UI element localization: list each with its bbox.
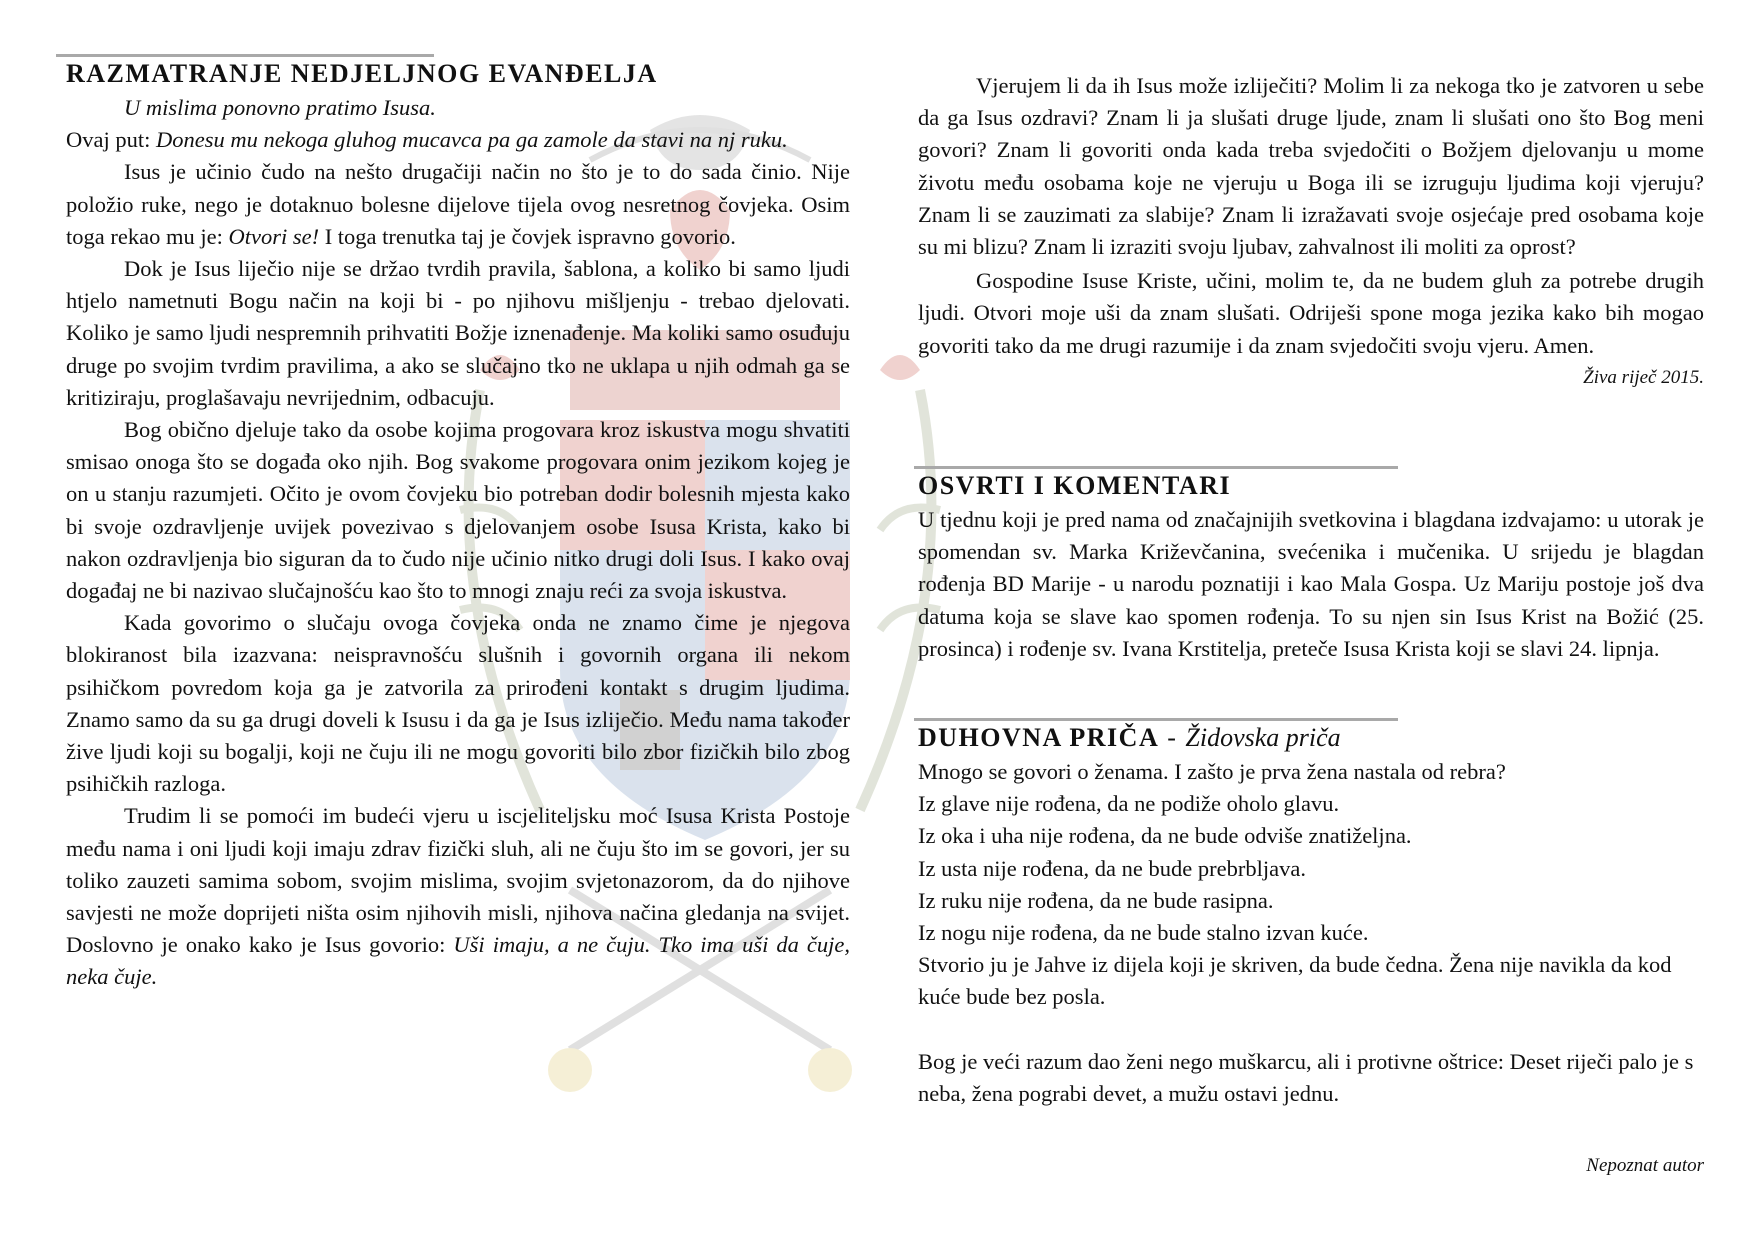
paragraph-2: Dok je Isus liječio nije se držao tvrdih pravila, šablona, a koliko bi samo ljudi htjelo nametnuti Bogu način na koji bi - po njihovu mišljenju - trebao djelovati. Koliko je samo ljudi nespremnih prihvatiti Božje iznenađenje. Ma koliki samo osuđuju druge po svojim tvrdim pravilima, a ako se slučajno tko ne uklapa u njih odmah ga se kritiziraju, proglašavaju nevrijednim, odbacuju. xyxy=(66,256,850,410)
paragraph-1-italic: Otvori se! xyxy=(228,223,320,249)
intro-line: U mislima ponovno pratimo Isusa. xyxy=(124,95,436,120)
section-rule xyxy=(56,54,434,57)
story-line: Iz usta nije rođena, da ne bude prebrbljava. xyxy=(918,855,1306,881)
story-line: Iz ruku nije rođena, da ne bude rasipna. xyxy=(918,887,1274,913)
left-column xyxy=(66,58,850,994)
section-rule xyxy=(914,466,1398,469)
paragraph-1 xyxy=(66,156,850,253)
story-line: Stvorio ju je Jahve iz dijela koji je skriven, da bude čedna. Žena nije navikla da kod kuće bude bez posla. xyxy=(918,952,1672,1010)
quote-prefix: Ovaj put: xyxy=(66,127,156,153)
story-line: Mnogo se govori o ženama. I zašto je prva žena nastala od rebra? xyxy=(918,759,1506,784)
story-ending: Bog je veći razum dao ženi nego muškarcu, ali i protivne oštrice: Deset riječi palo je s neba, žena pograbi devet, a mužu ostavi jednu. xyxy=(918,1048,1694,1106)
right-paragraph-1: Vjerujem li da ih Isus može izliječiti? Molim li za nekoga tko je zatvoren u sebe da ga Isus ozdravi? Znam li ja slušati druge ljude, znam li slušati ono što Bog meni govori? Znam li govoriti onda kada treba svjedočiti o Božjem djelovanju u mome životu među osobama koje ne vjeruju u Boga ili se izruguju ljudima koji vjeruju? Znam li se zauzimati za slabije? Znam li izražavati svoje osjećaje pred osobama koje su mi blizu? Znam li izraziti svoju ljubav, zahvalnost ili moliti za oprost? xyxy=(918,73,1704,260)
right-paragraph-2: Gospodine Isuse Kriste, učini, molim te, da ne budem gluh za potrebe drugih ljudi. Otvori moje uši da znam slušati. Odriješi spone moga jezika kako bih mogao govoriti tako da me drugi razumije i da znam svjedočiti svoju vjeru. Amen. xyxy=(918,268,1704,358)
story-spacer xyxy=(918,1014,1704,1046)
right-column xyxy=(918,70,1704,392)
story-line: Iz glave nije rođena, da ne podiže oholo glavu. xyxy=(918,791,1340,817)
paragraph-5 xyxy=(66,800,850,993)
story-line: Iz nogu nije rođena, da ne bude stalno izvan kuće. xyxy=(918,920,1369,946)
story-lines xyxy=(918,756,1704,1014)
paragraph-4: Kada govorimo o slučaju ovoga čovjeka onda ne znamo čime je njegova blokiranost bila izazvana: neispravnošću slušnih i govornih organa ili nekom psihičkom povredom koja ga je zatvorila za prirođeni kontakt s drugim ljudima. Znamo samo da su ga drugi doveli k Isusu i da ga je Isus izliječio. Među nama također žive ljudi koji su bogalji, koji ne čuju ili ne mogu govoriti bilo zbor fizičkih bilo zbog psihičkih razloga. xyxy=(66,610,850,797)
source-citation: Živa riječ 2015. xyxy=(1583,366,1704,388)
story-author: Nepoznat autor xyxy=(1586,1155,1704,1176)
quote-text: Donesu mu nekoga gluhog mucavca pa ga zamole da stavi na nj ruku. xyxy=(156,127,788,153)
story-line: Iz oka i uha nije rođena, da ne bude odviše znatiželjna. xyxy=(918,823,1412,849)
comments-text: U tjednu koji je pred nama od značajnijih svetkovina i blagdana izdvajamo: u utorak je spomendan sv. Marka Križevčanina, svećenika i mučenika. U srijedu je blagdan rođenja BD Marije - u narodu poznatiji i kao Mala Gospa. Uz Mariju postoje još dva datuma koja se slave kao spomen rođenja. To su njen sin Isus Krist na Božić (25. prosinca) i rođenje sv. Ivana Krstitelja, preteče Isusa Krista koji se slavi 24. lipnja. xyxy=(918,507,1704,661)
section-rule xyxy=(914,718,1398,721)
paragraph-3: Bog obično djeluje tako da osobe kojima progovara kroz iskustva mogu shvatiti smisao onoga što se događa oko njih. Bog svakome progovara onim jezikom kojeg je on u stanju razumjeti. Očito je ovom čovjeku bio potreban dodir bolesnih mjesta kako bi svoje ozdravljenje uvijek povezivao s djelovanjem osobe Isusa Krista, kako bi nakon ozdravljenja bio siguran da to čudo nije učinio nitko drugi doli Isus. I kako ovaj događaj ne bi nazivao slučajnošću kao što to mnogi znaju reći za svoja iskustva. xyxy=(66,417,850,604)
section-title-gospel-reflection: RAZMATRANJE NEDJELJNOG EVANĐELJA xyxy=(66,59,658,88)
story-title: DUHOVNA PRIČA xyxy=(918,723,1160,752)
section-title-story xyxy=(918,722,1704,754)
paragraph-1-b: I toga trenutka taj je čovjek ispravno govorio. xyxy=(319,223,736,249)
story-subtitle: Židovska priča xyxy=(1185,723,1341,752)
paragraph-5-italic: Uši imaju, a ne čuju. Tko ima uši da čuje, neka čuje. xyxy=(66,932,850,990)
comments-section xyxy=(918,470,1704,665)
section-title-comments: OSVRTI I KOMENTARI xyxy=(918,471,1232,500)
story-title-sep: - xyxy=(1159,723,1186,752)
quote-paragraph xyxy=(66,124,850,156)
paragraph-1-a: Isus je učinio čudo na nešto drugačiji način no što je to do sada činio. Nije položio ruke, nego je dotaknuo bolesne dijelove tijela ovog nesretnog čovjeka. Osim toga rekao mu je: xyxy=(66,159,850,249)
story-section xyxy=(918,722,1704,1110)
paragraph-5-a: Trudim li se pomoći im budeći vjeru u iscjeliteljsku moć Isusa Krista Postoje među nama i oni ljudi koji imaju zdrav fizički sluh, ali ne čuju što im se govori, jer su toliko zauzeti samima sobom, svojim mislima, svojim svjetonazorom, da do njihove savjesti ne može doprijeti ništa osim njihovih misli, njihova načina gledanja na svijet. Doslovno je onako kako je Isus govorio: xyxy=(66,803,850,958)
